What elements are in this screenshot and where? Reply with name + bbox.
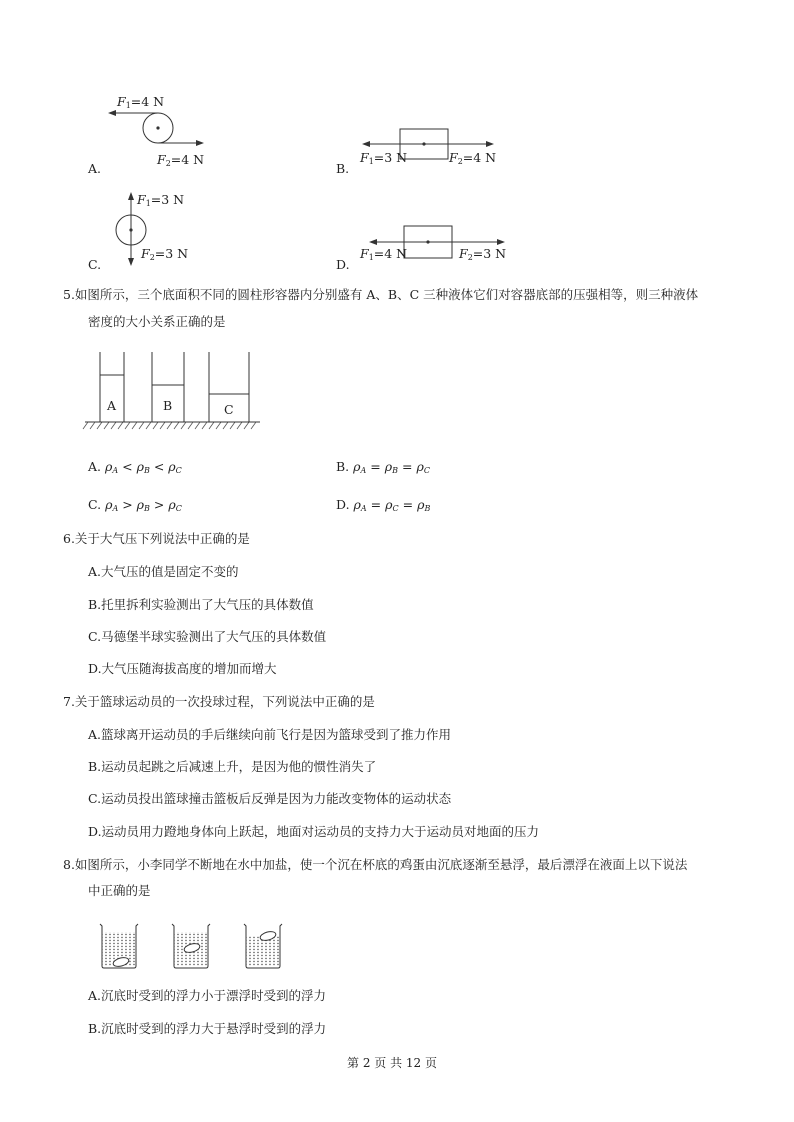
q4-d-f1-label: $F_1=4$ N xyxy=(360,246,408,262)
q4-c-f1-label: $F_1=3$ N xyxy=(137,192,185,208)
q7-option-c: C.运动员投出篮球撞击篮板后反弹是因为力能改变物体的运动状态 xyxy=(88,791,452,806)
q8-stem-line2: 中正确的是 xyxy=(88,883,151,898)
beaker-sunk xyxy=(100,924,138,968)
container-a-label: A xyxy=(107,398,117,413)
f1-arrow-head xyxy=(128,192,134,200)
q5-option-c: C. $\rho_A > \rho_B > \rho_C$ xyxy=(88,497,182,513)
f2-arrow-head xyxy=(196,140,204,146)
q7-option-a: A.篮球离开运动员的手后继续向前飞行是因为篮球受到了推力作用 xyxy=(88,727,452,742)
q4-b-f2-label: $F_2=4$ N xyxy=(449,150,497,166)
q6-option-a: A.大气压的值是固定不变的 xyxy=(88,564,239,579)
beaker-floating xyxy=(244,924,282,968)
q4-a-f2-label: $F_2=4$ N xyxy=(157,152,205,168)
q7-option-d: D.运动员用力蹬地身体向上跃起，地面对运动员的支持力大于运动员对地面的压力 xyxy=(88,824,540,839)
q8-beakers-diagram xyxy=(96,918,296,974)
q4-c-letter: C. xyxy=(88,257,102,272)
q8-option-a: A.沉底时受到的浮力小于漂浮时受到的浮力 xyxy=(88,988,327,1003)
q4-c-f2-label: $F_2=3$ N xyxy=(141,246,189,262)
q5-option-d: D. $\rho_A = \rho_C = \rho_B$ xyxy=(336,497,431,513)
q6-stem: 6.关于大气压下列说法中正确的是 xyxy=(63,531,250,546)
container-c-label: C xyxy=(224,402,234,417)
q5-option-b: B. $\rho_A = \rho_B = \rho_C$ xyxy=(336,459,430,475)
q6-option-b: B.托里拆利实验测出了大气压的具体数值 xyxy=(88,597,314,612)
q5-stem-line1: 5.如图所示，三个底面积不同的圆柱形容器内分别盛有 A、B、C 三种液体它们对容器底部的压强相等，则三种液体 xyxy=(63,287,699,302)
q4-b-letter: B. xyxy=(336,161,350,176)
container-b-label: B xyxy=(163,398,173,413)
center-dot xyxy=(156,126,159,129)
q5-option-a: A. $\rho_A < \rho_B < \rho_C$ xyxy=(88,459,182,475)
q7-option-b: B.运动员起跳之后减速上升，是因为他的惯性消失了 xyxy=(88,759,377,774)
beaker-suspended xyxy=(172,924,210,968)
f1-arrow-head xyxy=(108,110,116,116)
q5-containers-diagram xyxy=(80,348,265,436)
ground-hatch xyxy=(83,422,256,429)
q5-stem-line2: 密度的大小关系正确的是 xyxy=(88,314,226,329)
page-footer: 第 2 页 共 12 页 xyxy=(347,1056,437,1070)
q4-d-letter: D. xyxy=(336,257,350,272)
q4-b-f1-label: $F_1=3$ N xyxy=(360,150,408,166)
f2-arrow-head xyxy=(497,239,505,245)
q7-stem: 7.关于篮球运动员的一次投球过程，下列说法中正确的是 xyxy=(63,694,375,709)
f2-arrow-head xyxy=(128,258,134,266)
f2-arrow-head xyxy=(486,141,494,147)
q4-a-f1-label: $F_1=4$ N xyxy=(117,94,165,110)
q4-d-f2-label: $F_2=3$ N xyxy=(459,246,507,262)
q4-a-letter: A. xyxy=(88,161,102,176)
q6-option-c: C.马德堡半球实验测出了大气压的具体数值 xyxy=(88,629,327,644)
q8-stem-line1: 8.如图所示，小李同学不断地在水中加盐，使一个沉在杯底的鸡蛋由沉底逐渐至悬浮，最后漂浮在液面上以下说法 xyxy=(63,857,688,872)
q8-option-b: B.沉底时受到的浮力大于悬浮时受到的浮力 xyxy=(88,1021,327,1036)
f1-arrow-head xyxy=(362,141,370,147)
q6-option-d: D.大气压随海拔高度的增加而增大 xyxy=(88,661,277,676)
f1-arrow-head xyxy=(369,239,377,245)
